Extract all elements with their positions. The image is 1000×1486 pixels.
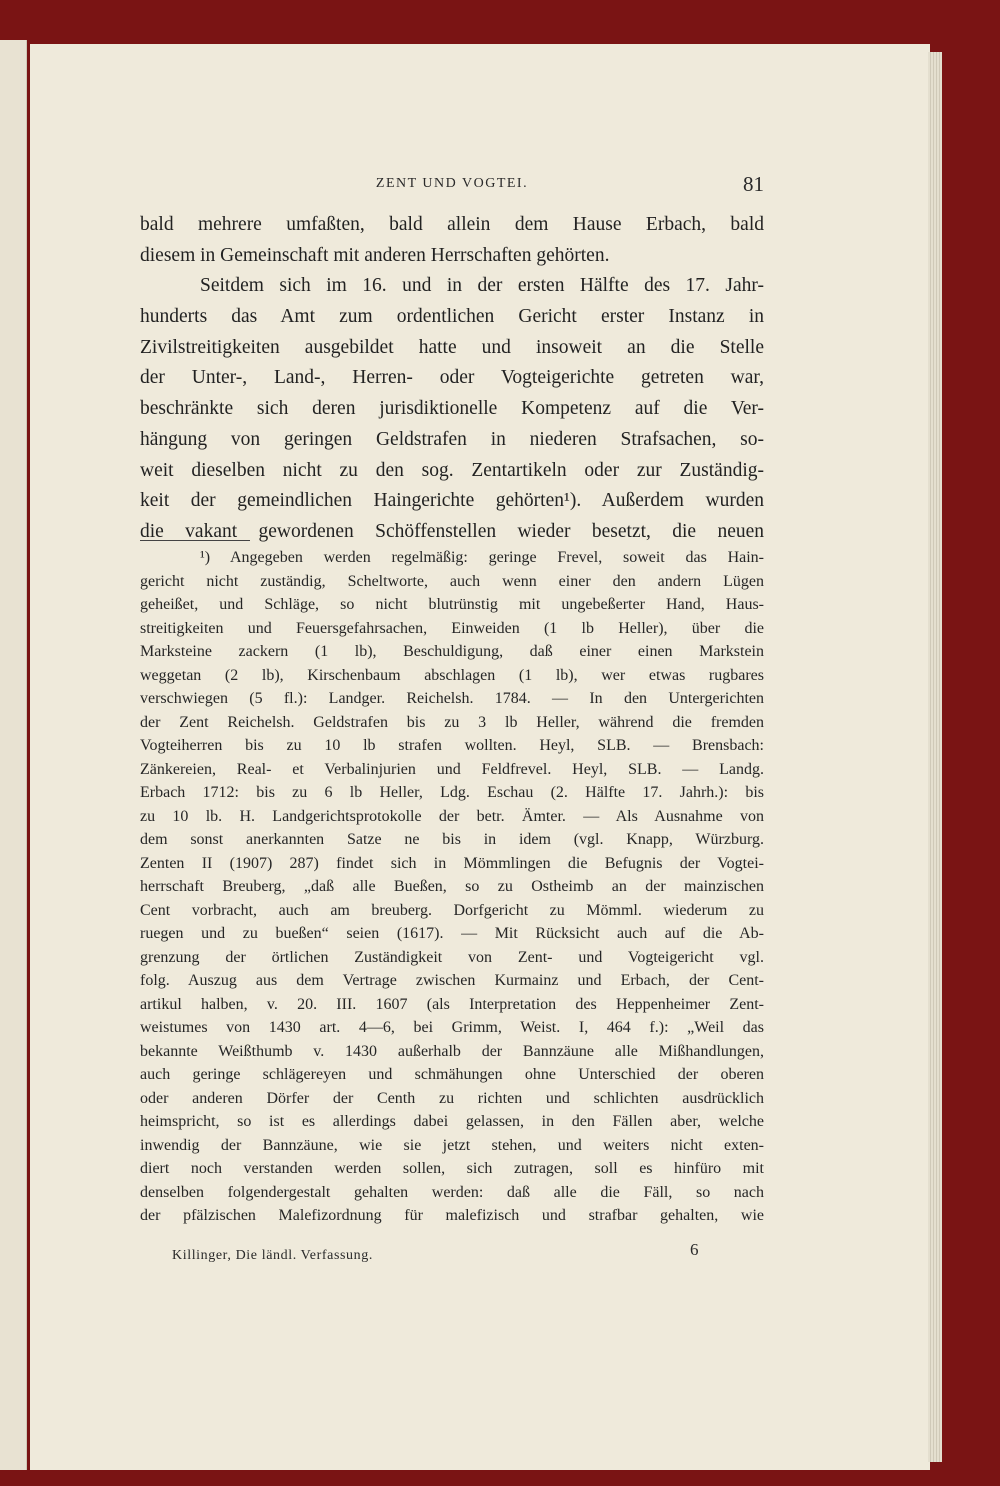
- footnote-line: heimspricht, so ist es allerdings dabei gelassen, in den Fällen aber, welche: [140, 1113, 764, 1130]
- footnote-line: inwendig der Bannzäune, wie sie jetzt stehen, und weiters nicht exten-: [140, 1136, 764, 1154]
- footnote-line: bekannte Weißthumb v. 1430 außerhalb der Bannzäune alle Mißhandlungen,: [140, 1042, 764, 1060]
- body-line: der Unter-, Land-, Herren- oder Vogteigerichte getreten war,: [140, 367, 764, 389]
- footnote-line: weggetan (2 lb), Kirschenbaum abschlagen (1 lb), wer etwas rugbares: [140, 666, 764, 684]
- footnote-line: Erbach 1712: bis zu 6 lb Heller, Ldg. Eschau (2. Hälfte 17. Jahrh.): bis: [140, 784, 764, 801]
- footnote-line: auch geringe schlägereyen und schmähungen ohne Unterschied der oberen: [140, 1066, 764, 1083]
- body-line: Seitdem sich im 16. und in der ersten Hälfte des 17. Jahr-: [200, 275, 764, 297]
- footnote-line: ¹) Angegeben werden regelmäßig: geringe Frevel, soweit das Hain-: [200, 549, 764, 566]
- footnote-line: Marksteine zackern (1 lb), Beschuldigung, daß einer einen Markstein: [140, 643, 764, 660]
- body-line: hängung von geringen Geldstrafen in niederen Strafsachen, so-: [140, 428, 764, 450]
- footnote-line: diert noch verstanden werden sollen, sich zutragen, soll es hinfüro mit: [140, 1160, 764, 1177]
- body-line: bald mehrere umfaßten, bald allein dem Hause Erbach, bald: [140, 214, 764, 235]
- footnote-line: geheißet, und Schläge, so nicht blutrünstig mit ungebeßerter Hand, Haus-: [140, 596, 764, 613]
- body-line: Zivilstreitigkeiten ausgebildet hatte und insoweit an die Stelle: [140, 336, 764, 358]
- footnote-line: ruegen und zu bueßen“ seien (1617). — Mit Rücksicht auch auf die Ab-: [140, 925, 764, 942]
- body-line: keit der gemeindlichen Haingerichte gehörten¹). Außerdem wurden: [140, 490, 764, 512]
- footnote-line: weistumes von 1430 art. 4—6, bei Grimm, Weist. I, 464 f.): „Weil das: [140, 1019, 764, 1036]
- body-line: beschränkte sich deren jurisdiktionelle Kompetenz auf die Ver-: [140, 398, 764, 420]
- footnote-line: folg. Auszug aus dem Vertrage zwischen Kurmainz und Erbach, der Cent-: [140, 972, 764, 989]
- running-head: [140, 172, 764, 196]
- page-footer: [140, 1240, 764, 1270]
- footnote-line: artikul halben, v. 20. III. 1607 (als Interpretation des Heppenheimer Zent-: [140, 995, 764, 1013]
- footnote-line: der Zent Reichelsh. Geldstrafen bis zu 3 lb Heller, während die fremden: [140, 713, 764, 731]
- printer-signature: Killinger, Die ländl. Verfassung.: [172, 1248, 373, 1263]
- body-text: [140, 210, 764, 548]
- footnote-line: streitigkeiten und Feuersgefahrsachen, Einweiden (1 lb Heller), über die: [140, 619, 764, 637]
- footnote-line: oder anderen Dörfer der Centh zu richten und schlichten ausdrücklich: [140, 1089, 764, 1107]
- body-line: die vakant gewordenen Schöffenstellen wieder besetzt, die neuen: [140, 520, 764, 542]
- footnote-line: herrschaft Breuberg, „daß alle Bueßen, so zu Ostheimb an der mainzischen: [140, 878, 764, 895]
- footnote: [140, 546, 764, 1228]
- footnote-line: gericht nicht zuständig, Scheltworte, auch wenn einer den andern Lügen: [140, 572, 764, 590]
- footnote-line: der pfälzischen Malefizordnung für malefizisch und strafbar gehalten, wie: [140, 1207, 764, 1224]
- footnote-line: dem sonst anerkannten Satze ne bis in idem (vgl. Knapp, Würzburg.: [140, 831, 764, 848]
- footnote-line: Zänkereien, Real- et Verbalinjurien und Feldfrevel. Heyl, SLB. — Landg.: [140, 760, 764, 778]
- footnote-line: verschwiegen (5 fl.): Landger. Reichelsh. 1784. — In den Untergerichten: [140, 690, 764, 707]
- footnote-line: Vogteiherren bis zu 10 lb strafen wollten. Heyl, SLB. — Brensbach:: [140, 737, 764, 754]
- page-number: 81: [743, 172, 764, 196]
- footnote-rule: [140, 540, 250, 541]
- signature-number: 6: [690, 1240, 699, 1259]
- footnote-line: denselben folgendergestalt gehalten werden: daß alle die Fäll, so nach: [140, 1183, 764, 1201]
- running-title: ZENT UND VOGTEI.: [375, 176, 529, 191]
- footnote-line: Zenten II (1907) 287) findet sich in Mömmlingen die Befugnis der Vogtei-: [140, 854, 764, 872]
- footnote-line: zu 10 lb. H. Landgerichtsprotokolle der betr. Ämter. — Als Ausnahme von: [140, 807, 764, 825]
- body-line: diesem in Gemeinschaft mit anderen Herrschaften gehörten.: [140, 244, 610, 266]
- footnote-line: grenzung der örtlichen Zuständigkeit von Zent- und Vogteigericht vgl.: [140, 948, 764, 966]
- page-stack-edge: [928, 52, 942, 1462]
- footnote-line: Cent vorbracht, auch am breuberg. Dorfgericht zu Mömml. wiederum zu: [140, 901, 764, 919]
- body-line: hunderts das Amt zum ordentlichen Gericht erster Instanz in: [140, 306, 764, 328]
- facing-page-edge: [0, 40, 27, 1470]
- body-line: weit dieselben nicht zu den sog. Zentartikeln oder zur Zuständig-: [140, 459, 764, 481]
